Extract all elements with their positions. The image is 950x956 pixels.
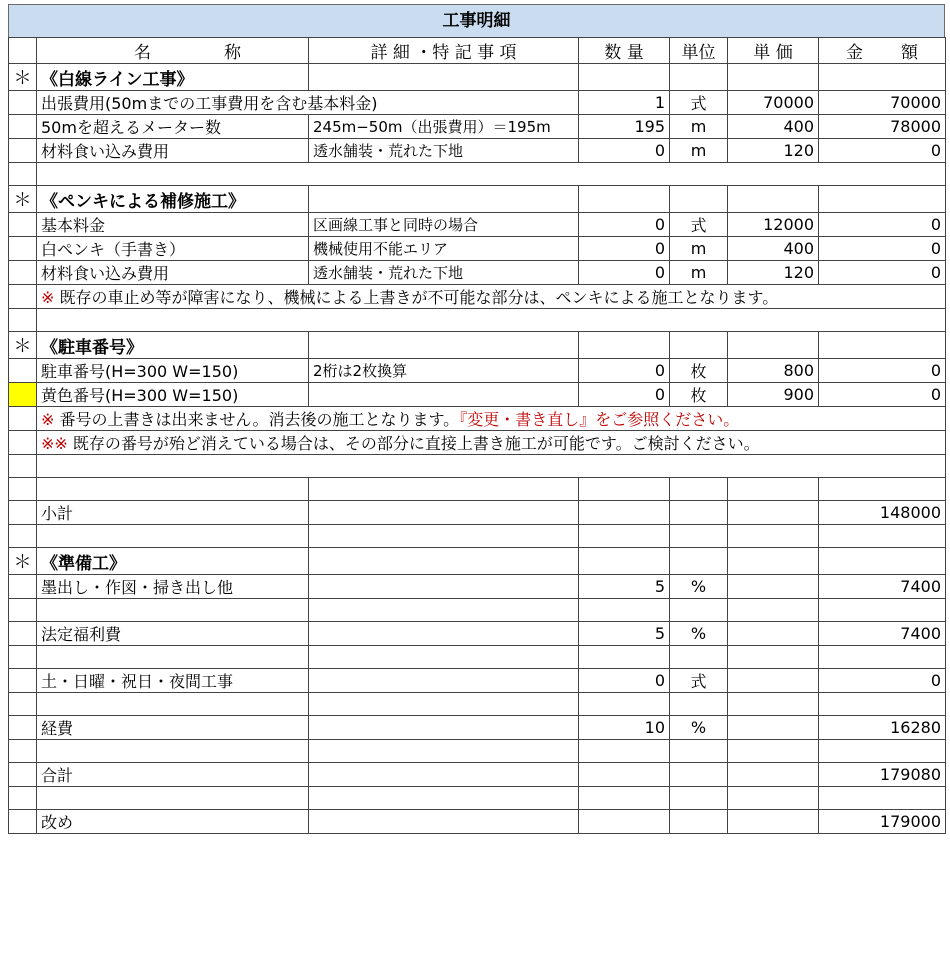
empty-cell xyxy=(728,186,819,213)
header-amount xyxy=(819,38,946,64)
mark-cell xyxy=(9,669,37,693)
item-detail: 245m−50m（出張費用）＝195m xyxy=(309,115,579,139)
empty-cell xyxy=(819,186,946,213)
table-row xyxy=(9,91,946,115)
table-row xyxy=(9,622,946,646)
empty-cell xyxy=(819,740,946,763)
empty-cell xyxy=(309,787,579,810)
empty-cell xyxy=(309,186,579,213)
item-amount: 0 xyxy=(819,359,946,383)
empty-cell xyxy=(309,525,579,548)
empty-cell xyxy=(9,740,37,763)
section-title: 《準備工》 xyxy=(37,548,309,575)
empty-cell xyxy=(819,787,946,810)
item-amount: 7400 xyxy=(819,622,946,646)
section-mark: ＊ xyxy=(9,186,37,213)
item-amount: 0 xyxy=(819,669,946,693)
section-row xyxy=(9,186,946,213)
header-price: 単 価 xyxy=(728,38,819,64)
note-link-text: 『変更・書き直し』をご参照ください。 xyxy=(459,410,740,429)
item-price: 400 xyxy=(728,115,819,139)
note-row xyxy=(9,431,946,455)
item-name: 経費 xyxy=(37,716,309,740)
item-name: 材料食い込み費用 xyxy=(37,261,309,285)
mark-cell xyxy=(9,575,37,599)
item-price: 70000 xyxy=(728,91,819,115)
total-amount: 179080 xyxy=(819,763,946,787)
blank-row xyxy=(9,455,946,478)
header-amount-right: 額 xyxy=(901,43,918,63)
empty-cell xyxy=(819,332,946,359)
item-amount: 0 xyxy=(819,237,946,261)
item-amount: 0 xyxy=(819,261,946,285)
empty-cell xyxy=(728,525,819,548)
item-qty: 0 xyxy=(579,213,670,237)
subtotal-amount: 148000 xyxy=(819,501,946,525)
note-mark: ※※ xyxy=(41,434,68,453)
item-unit: 式 xyxy=(670,91,728,115)
empty-cell xyxy=(728,501,819,525)
empty-cell xyxy=(579,693,670,716)
empty-cell xyxy=(728,332,819,359)
empty-cell xyxy=(579,332,670,359)
empty-cell xyxy=(728,810,819,834)
empty-cell xyxy=(728,693,819,716)
empty-cell xyxy=(728,64,819,91)
empty-cell xyxy=(37,163,946,186)
empty-cell xyxy=(579,525,670,548)
mark-cell xyxy=(9,285,37,309)
empty-cell xyxy=(670,763,728,787)
section-mark: ＊ xyxy=(9,548,37,575)
empty-cell xyxy=(728,548,819,575)
item-amount: 70000 xyxy=(819,91,946,115)
total-label: 合計 xyxy=(37,763,309,787)
section-title: 《駐車番号》 xyxy=(37,332,309,359)
empty-cell xyxy=(728,599,819,622)
empty-cell xyxy=(670,186,728,213)
empty-cell xyxy=(309,763,579,787)
section-row xyxy=(9,332,946,359)
table-row xyxy=(9,359,946,383)
item-qty: 0 xyxy=(579,139,670,163)
item-unit: % xyxy=(670,575,728,599)
empty-cell xyxy=(9,478,37,501)
header-name-left: 名 xyxy=(134,43,151,63)
table-row xyxy=(9,669,946,693)
item-name: 出張費用(50mまでの工事費用を含む基本料金) xyxy=(37,91,579,115)
item-price: 12000 xyxy=(728,213,819,237)
empty-cell xyxy=(309,478,579,501)
blank-row xyxy=(9,693,946,716)
item-qty: 195 xyxy=(579,115,670,139)
mark-cell xyxy=(9,237,37,261)
note-body: 番号の上書きは出来ません。消去後の施工となります。 xyxy=(54,410,460,429)
empty-cell xyxy=(309,64,579,91)
table-row xyxy=(9,716,946,740)
empty-cell xyxy=(579,501,670,525)
header-row xyxy=(9,38,946,64)
blank-row xyxy=(9,787,946,810)
item-qty: 5 xyxy=(579,575,670,599)
mark-cell xyxy=(9,139,37,163)
header-amount-left: 金 xyxy=(846,43,863,63)
note-body: 既存の車止め等が障害になり、機械による上書きが不可能な部分は、ペンキによる施工となります。 xyxy=(54,288,779,307)
empty-cell xyxy=(37,787,309,810)
item-qty: 0 xyxy=(579,261,670,285)
empty-cell xyxy=(309,332,579,359)
empty-cell xyxy=(670,525,728,548)
empty-cell xyxy=(37,693,309,716)
empty-cell xyxy=(9,693,37,716)
empty-cell xyxy=(579,646,670,669)
mark-cell xyxy=(9,810,37,834)
table-row xyxy=(9,213,946,237)
empty-cell xyxy=(37,646,309,669)
item-price: 400 xyxy=(728,237,819,261)
note-mark: ※ xyxy=(41,288,55,307)
empty-cell xyxy=(309,646,579,669)
empty-cell xyxy=(670,548,728,575)
item-name: 駐車番号(H=300 W=150) xyxy=(37,359,309,383)
empty-cell xyxy=(819,525,946,548)
table-row xyxy=(9,139,946,163)
mark-cell xyxy=(9,261,37,285)
note-text xyxy=(37,407,946,431)
item-detail: 区画線工事と同時の場合 xyxy=(309,213,579,237)
mark-cell xyxy=(9,115,37,139)
item-price: 120 xyxy=(728,261,819,285)
empty-cell xyxy=(309,693,579,716)
empty-cell xyxy=(670,810,728,834)
mark-cell xyxy=(9,763,37,787)
section-mark: ＊ xyxy=(9,332,37,359)
blank-row xyxy=(9,525,946,548)
empty-cell xyxy=(9,309,37,332)
empty-cell xyxy=(579,763,670,787)
mark-cell xyxy=(9,501,37,525)
table-row xyxy=(9,237,946,261)
empty-cell xyxy=(670,646,728,669)
note-text xyxy=(37,431,946,455)
item-amount: 0 xyxy=(819,213,946,237)
sheet-title: 工事明細 xyxy=(8,4,945,37)
empty-cell xyxy=(728,622,819,646)
table-row xyxy=(9,115,946,139)
item-unit: % xyxy=(670,716,728,740)
empty-cell xyxy=(37,599,309,622)
empty-cell xyxy=(9,787,37,810)
revised-row xyxy=(9,810,946,834)
empty-cell xyxy=(37,525,309,548)
blank-row xyxy=(9,646,946,669)
empty-cell xyxy=(728,575,819,599)
table-row xyxy=(9,575,946,599)
estimate-table xyxy=(8,37,946,834)
mark-cell xyxy=(9,716,37,740)
section-row xyxy=(9,64,946,91)
empty-cell xyxy=(9,455,37,478)
item-unit: % xyxy=(670,622,728,646)
header-name-right: 称 xyxy=(224,43,241,63)
item-name: 基本料金 xyxy=(37,213,309,237)
empty-cell xyxy=(9,646,37,669)
empty-cell xyxy=(37,478,309,501)
empty-cell xyxy=(37,309,946,332)
item-amount: 0 xyxy=(819,139,946,163)
note-row xyxy=(9,407,946,431)
item-qty: 0 xyxy=(579,359,670,383)
empty-cell xyxy=(309,501,579,525)
item-unit: 式 xyxy=(670,213,728,237)
estimate-sheet xyxy=(8,4,945,834)
mark-cell xyxy=(9,622,37,646)
empty-cell xyxy=(579,64,670,91)
blank-row xyxy=(9,163,946,186)
item-qty: 5 xyxy=(579,622,670,646)
note-row xyxy=(9,285,946,309)
highlighted-cell[interactable] xyxy=(9,383,37,407)
item-unit: m xyxy=(670,115,728,139)
empty-cell xyxy=(309,740,579,763)
empty-cell xyxy=(670,693,728,716)
table-row xyxy=(9,261,946,285)
item-qty: 0 xyxy=(579,383,670,407)
blank-row xyxy=(9,599,946,622)
item-unit: 枚 xyxy=(670,359,728,383)
note-body: 既存の番号が殆ど消えている場合は、その部分に直接上書き施工が可能です。ご検討ください。 xyxy=(67,434,760,453)
mark-cell xyxy=(9,431,37,455)
subtotal-label: 小計 xyxy=(37,501,309,525)
empty-cell xyxy=(728,478,819,501)
item-detail xyxy=(309,383,579,407)
empty-cell xyxy=(728,716,819,740)
empty-cell xyxy=(819,646,946,669)
empty-cell xyxy=(579,599,670,622)
item-unit: 枚 xyxy=(670,383,728,407)
table-row xyxy=(9,383,946,407)
header-qty: 数 量 xyxy=(579,38,670,64)
item-detail: 透水舗装・荒れた下地 xyxy=(309,261,579,285)
empty-cell xyxy=(309,669,579,693)
empty-cell xyxy=(670,787,728,810)
item-qty: 0 xyxy=(579,237,670,261)
empty-cell xyxy=(9,599,37,622)
mark-cell xyxy=(9,91,37,115)
header-detail: 詳 細 ・特 記 事 項 xyxy=(309,38,579,64)
blank-row xyxy=(9,309,946,332)
subtotal-row xyxy=(9,501,946,525)
empty-cell xyxy=(9,525,37,548)
empty-cell xyxy=(670,332,728,359)
item-name: 白ペンキ（手書き） xyxy=(37,237,309,261)
empty-cell xyxy=(309,599,579,622)
empty-cell xyxy=(579,787,670,810)
item-qty: 10 xyxy=(579,716,670,740)
empty-cell xyxy=(728,787,819,810)
section-row xyxy=(9,548,946,575)
empty-cell xyxy=(670,599,728,622)
empty-cell xyxy=(670,740,728,763)
empty-cell xyxy=(37,740,309,763)
item-name: 材料食い込み費用 xyxy=(37,139,309,163)
item-amount: 16280 xyxy=(819,716,946,740)
item-name: 法定福利費 xyxy=(37,622,309,646)
item-unit: 式 xyxy=(670,669,728,693)
empty-cell xyxy=(819,478,946,501)
header-name xyxy=(37,38,309,64)
mark-cell xyxy=(9,407,37,431)
item-price: 900 xyxy=(728,383,819,407)
empty-cell xyxy=(37,455,946,478)
empty-cell xyxy=(579,548,670,575)
empty-cell xyxy=(670,64,728,91)
section-title: 《ペンキによる補修施工》 xyxy=(37,186,309,213)
empty-cell xyxy=(728,669,819,693)
empty-cell xyxy=(670,501,728,525)
item-name: 土・日曜・祝日・夜間工事 xyxy=(37,669,309,693)
note-text xyxy=(37,285,946,309)
note-mark: ※ xyxy=(41,410,55,429)
empty-cell xyxy=(579,740,670,763)
item-qty: 0 xyxy=(579,669,670,693)
empty-cell xyxy=(309,622,579,646)
item-detail: 2桁は2枚換算 xyxy=(309,359,579,383)
item-unit: m xyxy=(670,139,728,163)
blank-row xyxy=(9,478,946,501)
empty-cell xyxy=(309,548,579,575)
item-name: 黄色番号(H=300 W=150) xyxy=(37,383,309,407)
item-unit: m xyxy=(670,261,728,285)
item-amount: 0 xyxy=(819,383,946,407)
mark-cell xyxy=(9,213,37,237)
empty-cell xyxy=(309,810,579,834)
item-detail: 機械使用不能エリア xyxy=(309,237,579,261)
item-price: 120 xyxy=(728,139,819,163)
empty-cell xyxy=(309,716,579,740)
empty-cell xyxy=(819,599,946,622)
empty-cell xyxy=(728,646,819,669)
blank-row xyxy=(9,740,946,763)
item-unit: m xyxy=(670,237,728,261)
revised-label: 改め xyxy=(37,810,309,834)
item-price: 800 xyxy=(728,359,819,383)
section-title: 《白線ライン工事》 xyxy=(37,64,309,91)
empty-cell xyxy=(670,478,728,501)
empty-cell xyxy=(819,693,946,716)
empty-cell xyxy=(309,575,579,599)
revised-amount: 179000 xyxy=(819,810,946,834)
item-amount: 7400 xyxy=(819,575,946,599)
item-detail: 透水舗装・荒れた下地 xyxy=(309,139,579,163)
empty-cell xyxy=(579,478,670,501)
empty-cell xyxy=(579,186,670,213)
total-row xyxy=(9,763,946,787)
mark-cell xyxy=(9,359,37,383)
empty-cell xyxy=(579,810,670,834)
empty-cell xyxy=(728,763,819,787)
empty-cell xyxy=(728,740,819,763)
empty-cell xyxy=(9,163,37,186)
section-mark: ＊ xyxy=(9,64,37,91)
header-mark-cell xyxy=(9,38,37,64)
item-name: 50mを超えるメーター数 xyxy=(37,115,309,139)
item-amount: 78000 xyxy=(819,115,946,139)
empty-cell xyxy=(819,548,946,575)
item-name: 墨出し・作図・掃き出し他 xyxy=(37,575,309,599)
item-qty: 1 xyxy=(579,91,670,115)
header-unit: 単位 xyxy=(670,38,728,64)
empty-cell xyxy=(819,64,946,91)
